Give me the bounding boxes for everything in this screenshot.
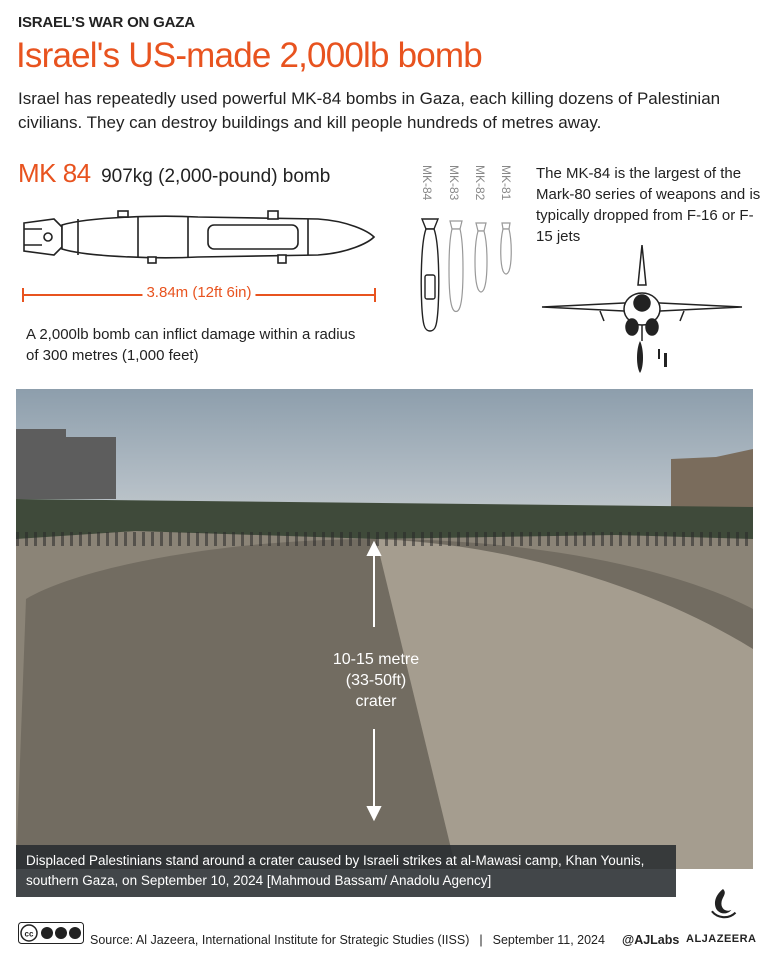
ajlabs-handle: @AJLabs [622,933,680,947]
source-line: Source: Al Jazeera, International Institute for Strategic Studies (IISS) | September 11, 2024 [90,933,605,947]
footer [18,918,758,950]
bomb-title [18,158,330,189]
fighter-jet-icon [540,245,745,380]
length-label: 3.84m (12ft 6in) [142,284,255,301]
series-label-mk82: MK-82 [473,165,487,201]
photo-caption: Displaced Palestinians stand around a crater caused by Israeli strikes at al-Mawasi camp, Khan Younis, southern Gaza, on September 10, 2024 [Mahmoud Bassam/ Anadolu Agency] [16,845,676,897]
series-label-mk83: MK-83 [447,165,461,201]
damage-note: A 2,000lb bomb can inflict damage within a radius of 300 metres (1,000 feet) [26,326,356,364]
aljazeera-wordmark: ALJAZEERA [686,933,757,945]
svg-text:cc: cc [24,929,34,939]
kicker: ISRAEL’S WAR ON GAZA [18,14,195,31]
crater-scene-icon [16,389,753,869]
series-label-mk81: MK-81 [499,165,513,201]
headline: Israel's US-made 2,000lb bomb [16,36,482,75]
bomb-weight: 907kg (2,000-pound) bomb [101,166,331,187]
crater-label: 10-15 metre (33-50ft) crater [332,651,420,710]
jet-text: The MK-84 is the largest of the Mark-80 series of weapons and is typically dropped from F-16 or F-15 jets [536,165,761,245]
crater-photo [16,389,753,869]
bomb-name: MK 84 [18,158,91,188]
series-bombs-icon [410,215,530,345]
creative-commons-icon [18,922,84,944]
length-measure [18,283,380,307]
mark80-series [410,165,530,345]
series-label-mk84: MK-84 [420,165,434,201]
intro-text: Israel has repeatedly used powerful MK-84 bombs in Gaza, each killing dozens of Palestinian civilians. They can destroy buildings and kill people hundreds of metres away. [18,89,721,132]
bomb-diagram-icon [18,205,380,269]
aljazeera-logo-icon [698,882,748,928]
